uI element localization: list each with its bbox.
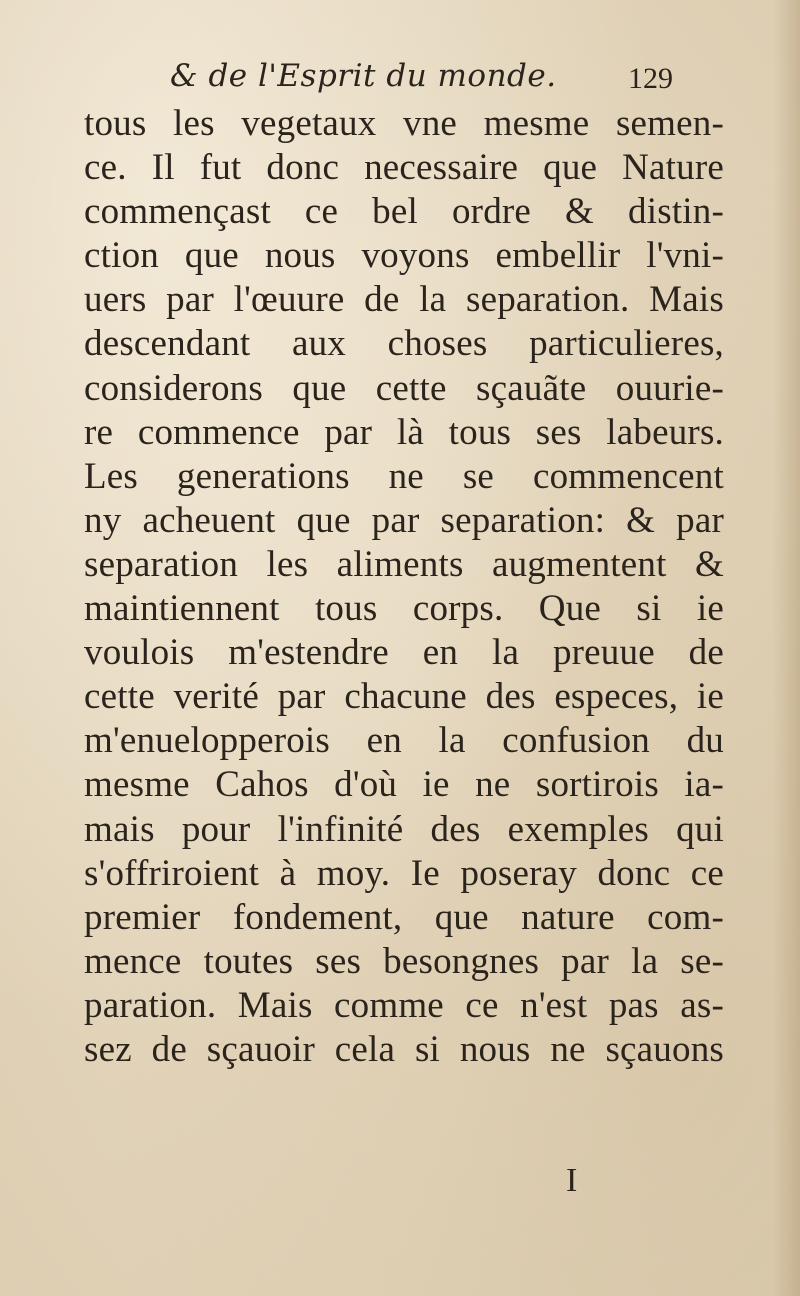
text-line: re commence par là tous ses labeurs. [84, 411, 724, 453]
page-number: 129 [628, 62, 673, 95]
text-line: descendant aux choses particulieres, [84, 323, 724, 365]
text-line: considerons que cette sçauãte ouurie- [84, 367, 724, 409]
text-line: m'enuelopperois en la confusion du [84, 720, 724, 762]
text-line: mais pour l'infinité des exemples qui [84, 808, 724, 850]
text-line: voulois m'estendre en la preuue de [84, 632, 724, 674]
body-text [84, 102, 724, 1072]
text-line: commençast ce bel ordre & distin- [84, 191, 724, 233]
text-line: sez de sçauoir cela si nous ne sçauons [84, 1028, 724, 1070]
text-line: ce. Il fut donc necessaire que Nature [84, 147, 724, 189]
text-line: paration. Mais comme ce n'est pas as- [84, 984, 724, 1026]
text-line: Les generations ne se commencent [84, 455, 724, 497]
text-line: mesme Cahos d'où ie ne sortirois ia- [84, 764, 724, 806]
page-header [170, 58, 710, 108]
text-line: s'offriroient à moy. Ie poseray donc ce [84, 852, 724, 894]
text-line: maintiennent tous corps. Que si ie [84, 588, 724, 630]
text-line: cette verité par chacune des especes, ie [84, 676, 724, 718]
text-line: premier fondement, que nature com- [84, 896, 724, 938]
signature-mark: I [566, 1162, 578, 1199]
text-line: separation les aliments augmentent & [84, 543, 724, 585]
text-line: mence toutes ses besongnes par la se- [84, 940, 724, 982]
text-line: tous les vegetaux vne mesme semen- [84, 103, 724, 144]
running-title: & de l'Esprit du monde. [170, 58, 557, 94]
page-edge-shadow [772, 0, 800, 1296]
text-line: ction que nous voyons embellir l'vni- [84, 235, 724, 277]
text-line: ny acheuent que par separation: & par [84, 499, 724, 541]
text-line: uers par l'œuure de la separation. Mais [84, 279, 724, 321]
